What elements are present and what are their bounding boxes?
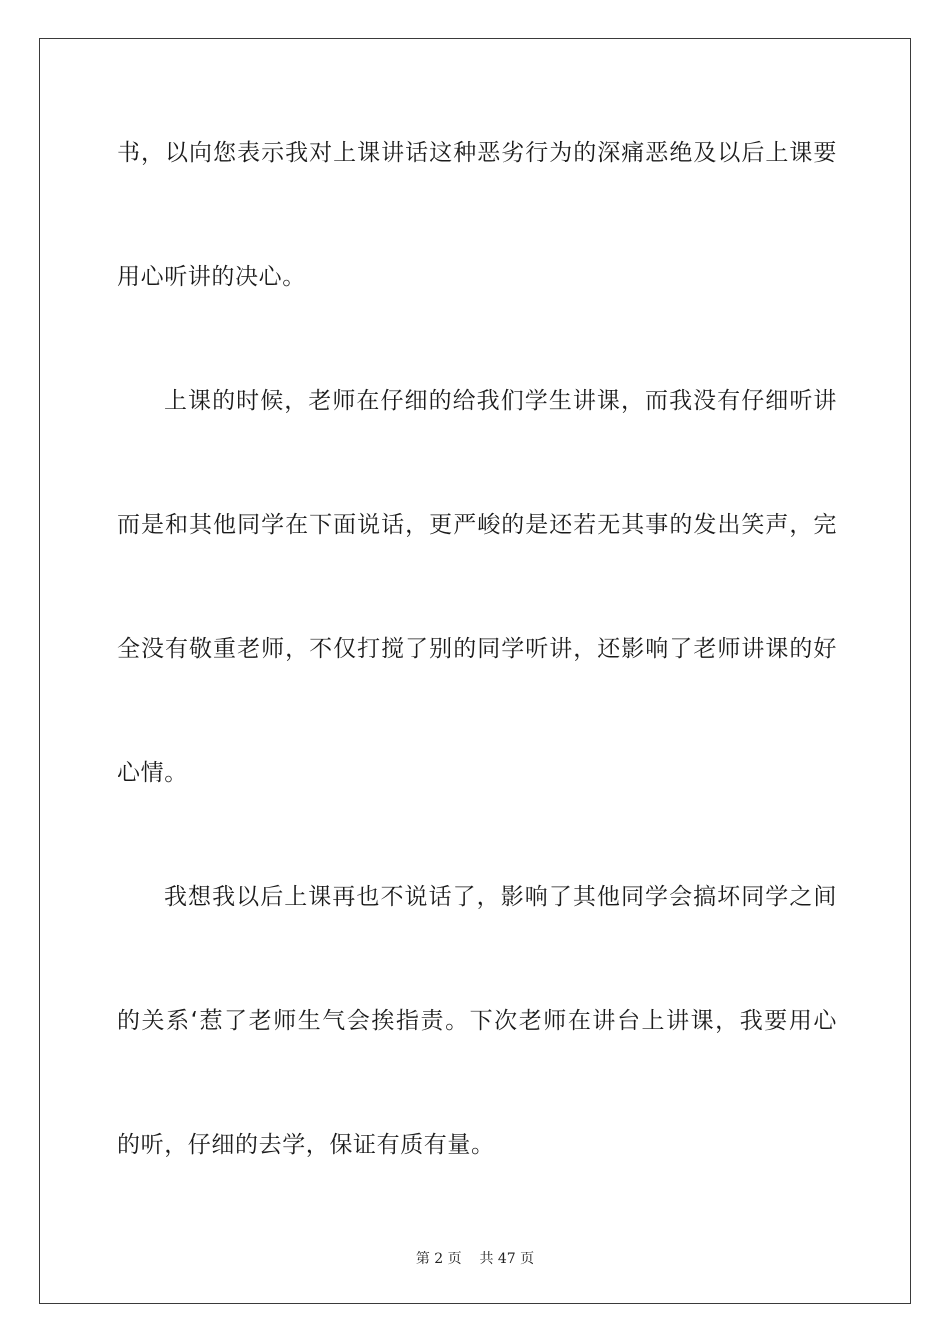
text-line: 书，以向您表示我对上课讲话这种恶劣行为的深痛恶绝及以后上课要 bbox=[117, 140, 837, 166]
text-line: 全没有敬重老师，不仅打搅了别的同学听讲，还影响了老师讲课的好 bbox=[117, 636, 837, 662]
text-line: 的听，仔细的去学，保证有质有量。 bbox=[117, 1132, 495, 1158]
text-line: 我想我以后上课再也不说话了，影响了其他同学会搞坏同学之间 bbox=[164, 884, 837, 910]
page-number: 第 2 页 bbox=[415, 1251, 462, 1267]
page-footer bbox=[0, 1248, 950, 1268]
text-line: 用心听讲的决心。 bbox=[117, 264, 306, 290]
text-line: 的关系‘惹了老师生气会挨指责。下次老师在讲台上讲课，我要用心 bbox=[117, 1008, 837, 1034]
text-line: 心情。 bbox=[117, 760, 188, 786]
text-line: 而是和其他同学在下面说话，更严峻的是还若无其事的发出笑声，完 bbox=[117, 512, 837, 538]
page-total: 共 47 页 bbox=[479, 1251, 535, 1267]
text-line: 上课的时候，老师在仔细的给我们学生讲课，而我没有仔细听讲 bbox=[164, 388, 837, 414]
page-frame bbox=[39, 38, 911, 1304]
